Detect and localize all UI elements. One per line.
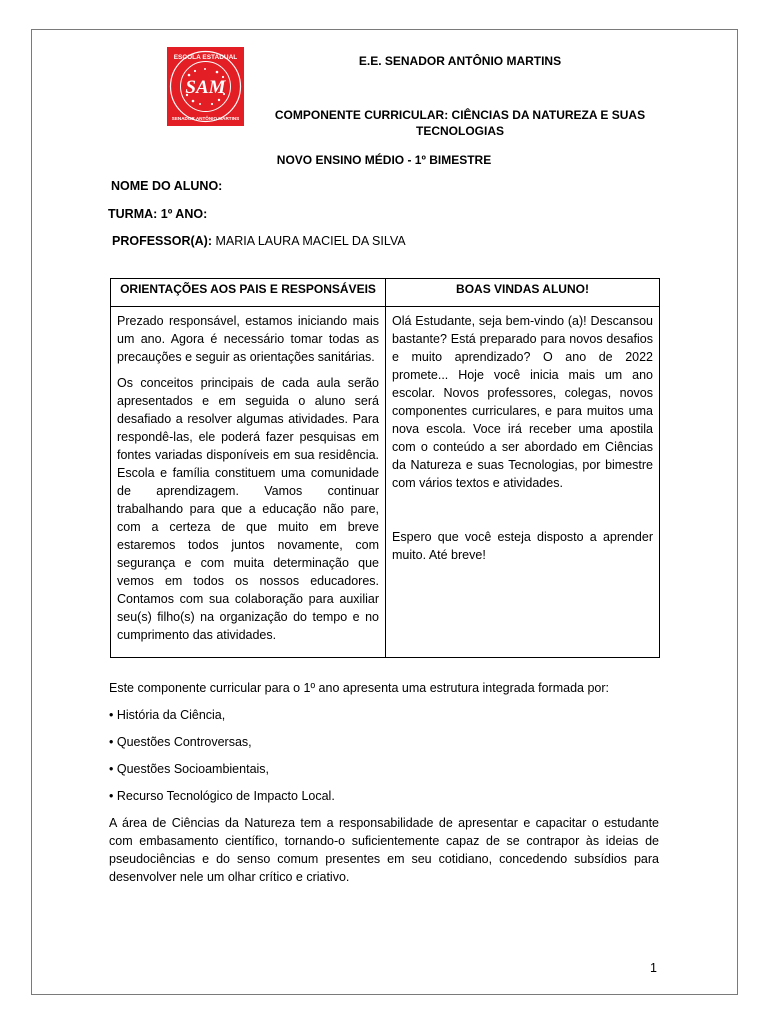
component-description	[109, 679, 659, 886]
student-name-field	[111, 179, 222, 193]
welcome-cell	[386, 307, 660, 658]
list-item: • História da Ciência,	[109, 708, 226, 722]
closing-paragraph: A área de Ciências da Natureza tem a responsabilidade de apresentar e capacitar o estudante com embasamento científico, tornando-o suficientemente capaz de se contrapor às ideias de pseudociências e do senso comum presentes em seu cotidiano, concedendo subsídios para desenvolver nele um olhar crítico e criativo.	[109, 816, 659, 884]
stage-title: NOVO ENSINO MÉDIO - 1º BIMESTRE	[276, 153, 492, 167]
school-name: E.E. SENADOR ANTÔNIO MARTINS	[358, 54, 562, 68]
teacher-field	[112, 234, 406, 248]
student-name-label: NOME DO ALUNO:	[111, 179, 223, 193]
list-item: • Questões Controversas,	[109, 735, 252, 749]
parents-paragraph: Os conceitos principais de cada aula serão apresentados e em seguida o aluno será desafiado a resolver algumas atividades. Para respondê-las, ele poderá fazer pesquisas em fontes variadas disponíveis em sua residência. Escola e família constituem uma comunidade de aprendizagem. Vamos continuar trabalhando para que a educação não pare, com a certeza de que muito em breve estaremos todos juntos novamente, com segurança e com muita determinação que vemos em todos os nossos educadores. Contamos com sua colaboração para auxiliar seu(s) filho(s) na organização do tempo e no cumprimento das atividades.	[117, 376, 379, 642]
curricular-component-title: COMPONENTE CURRICULAR: CIÊNCIAS DA NATUREZA E SUAS TECNOLOGIAS	[274, 108, 646, 138]
page-number: 1	[650, 961, 657, 975]
logo-initials: SAM	[185, 77, 226, 98]
intro-paragraph: Este componente curricular para o 1º ano apresenta uma estrutura integrada formada por:	[109, 681, 609, 695]
parents-guidance-cell	[111, 307, 386, 658]
class-label: TURMA: 1º ANO:	[108, 207, 208, 221]
class-field	[108, 207, 207, 221]
teacher-name: MARIA LAURA MACIEL DA SILVA	[215, 234, 406, 248]
list-item: • Recurso Tecnológico de Impacto Local.	[109, 789, 335, 803]
logo-top-text: ESCOLA ESTADUAL	[173, 54, 238, 61]
logo-bottom-text: SENADOR ANTÔNIO MARTINS	[171, 116, 240, 121]
parents-guidance-header: ORIENTAÇÕES AOS PAIS E RESPONSÁVEIS	[111, 279, 386, 307]
teacher-label: PROFESSOR(A):	[112, 234, 212, 248]
guidance-table	[110, 278, 660, 658]
welcome-header: BOAS VINDAS ALUNO!	[386, 279, 660, 307]
parents-paragraph: Prezado responsável, estamos iniciando mais um ano. Agora é necessário tomar todas as precauções e seguir as orientações sanitárias.	[117, 314, 379, 364]
list-item: • Questões Socioambientais,	[109, 762, 270, 776]
welcome-paragraph: Olá Estudante, seja bem-vindo (a)! Descansou bastante? Está preparado para novos desafios e muito aprendizado? O ano de 2022 promete... Hoje você inicia mais um ano escolar. Novos professores, colegas, novos componentes curriculares, e para muitos uma nova escola. Voce irá receber uma apostila com o conteúdo a ser abordado em Ciências da Natureza e suas Tecnologias, por bimestre com vários textos e atividades.	[392, 314, 653, 490]
school-logo	[167, 47, 244, 126]
welcome-paragraph: Espero que você esteja disposto a aprender muito. Até breve!	[392, 530, 653, 562]
